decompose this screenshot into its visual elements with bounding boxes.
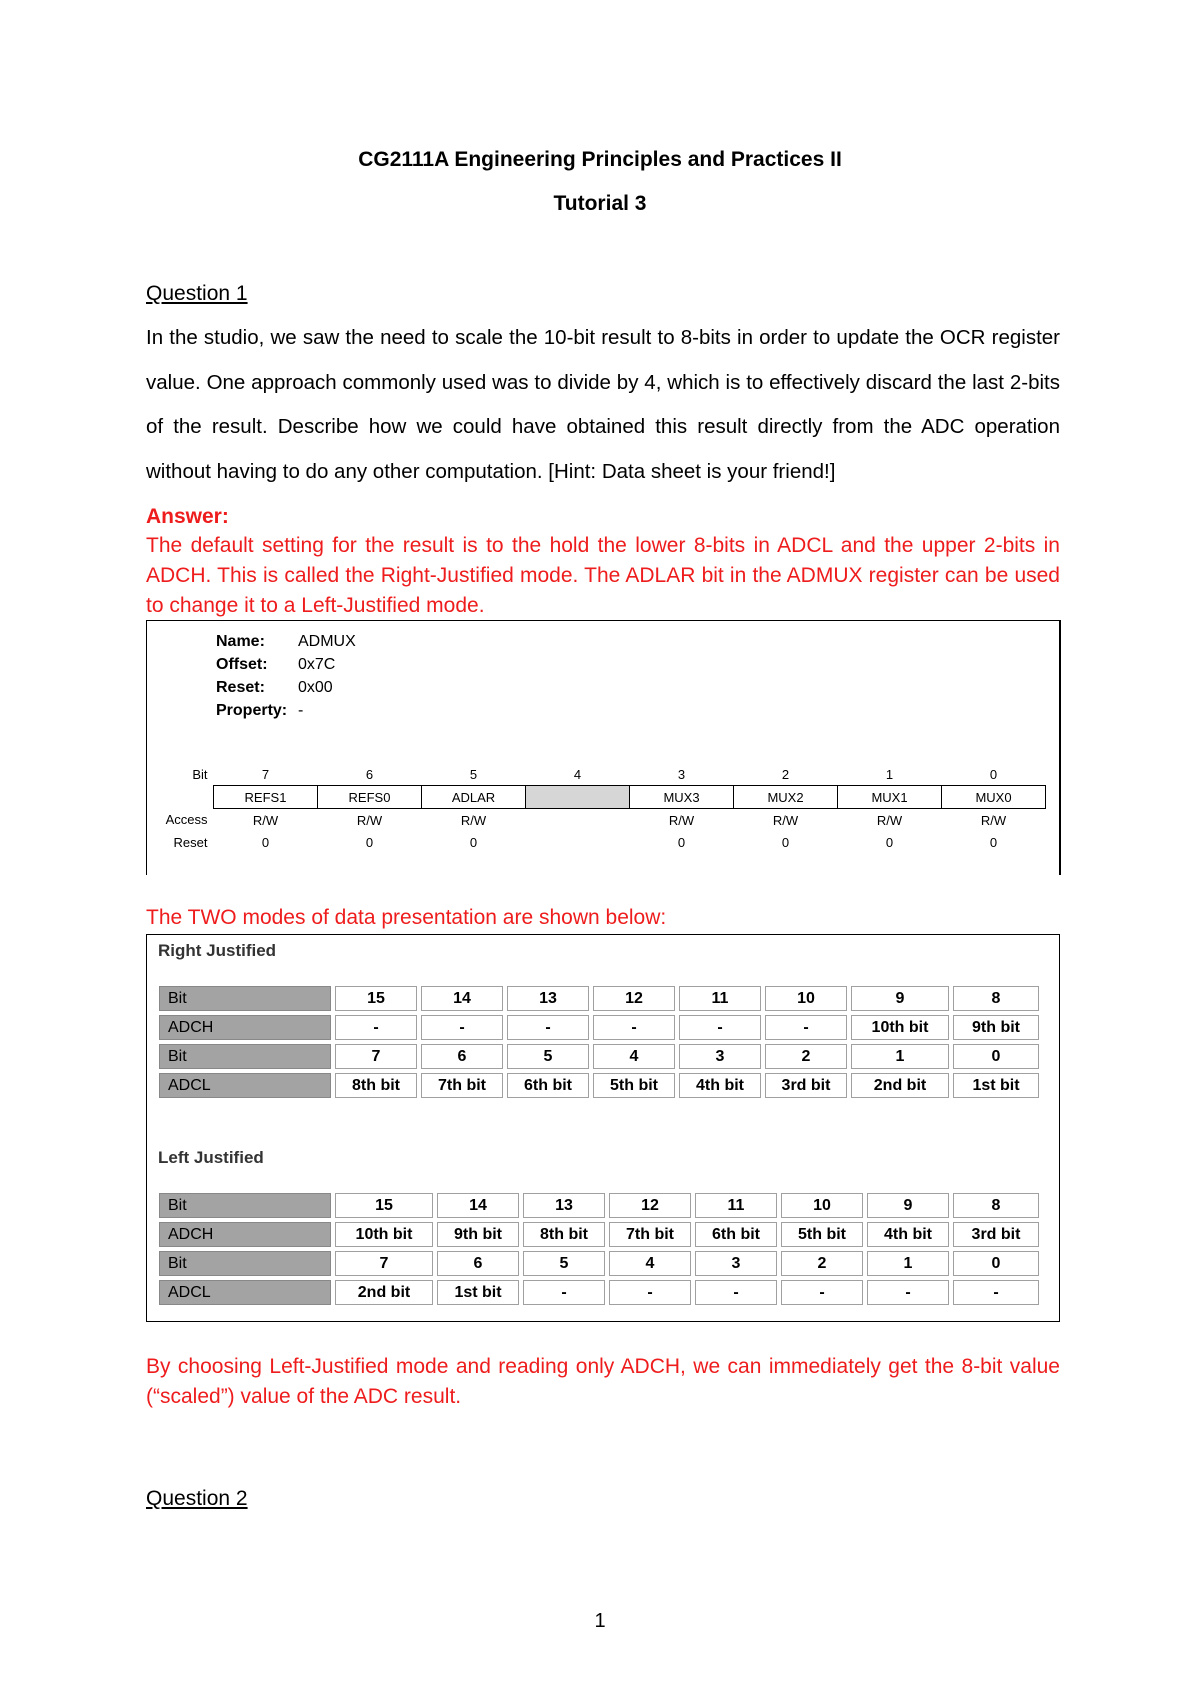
field-reserved xyxy=(526,786,630,809)
rj-adch-row xyxy=(159,1015,1039,1040)
table-cell: 7th bit xyxy=(421,1073,503,1098)
row-label: Bit xyxy=(159,1044,331,1069)
table-cell: 5th bit xyxy=(781,1222,863,1247)
table-cell: 4th bit xyxy=(679,1073,761,1098)
bit-number: 2 xyxy=(781,766,790,782)
answer-text: The default setting for the result is to the hold the lower 8-bits in ADCL and the upper 2-bits in ADCH. This is called the Right-Justified mode. The ADLAR bit in the ADMUX register can be used to change it to a Left-Justified mode. xyxy=(146,534,1060,617)
table-cell: 15 xyxy=(335,986,417,1011)
field-row xyxy=(157,786,1046,809)
access-value: R/W xyxy=(668,812,695,828)
table-cell: 4 xyxy=(593,1044,675,1069)
access-value xyxy=(526,809,630,832)
rj-bit-low-row xyxy=(159,1044,1039,1069)
access-row xyxy=(157,809,1046,832)
field-mux1: MUX1 xyxy=(838,786,942,809)
table-cell: 13 xyxy=(523,1193,605,1218)
table-cell: 6th bit xyxy=(507,1073,589,1098)
table-cell: - xyxy=(781,1280,863,1305)
table-cell: - xyxy=(593,1015,675,1040)
register-reset: 0x00 xyxy=(298,679,333,696)
table-cell: 3 xyxy=(679,1044,761,1069)
lj-bit-low-row xyxy=(159,1251,1039,1276)
table-cell: 0 xyxy=(953,1044,1039,1069)
right-justified-title: Right Justified xyxy=(158,941,277,960)
register-name: ADMUX xyxy=(298,633,356,650)
question-1-heading: Question 1 xyxy=(146,282,248,305)
document-subtitle: Tutorial 3 xyxy=(553,192,647,215)
table-cell: - xyxy=(421,1015,503,1040)
table-cell: - xyxy=(679,1015,761,1040)
table-cell: 12 xyxy=(609,1193,691,1218)
table-cell: 6 xyxy=(437,1251,519,1276)
table-cell: 3rd bit xyxy=(953,1222,1039,1247)
reset-row-label: Reset xyxy=(173,834,208,850)
property-label: Property: xyxy=(216,702,288,719)
lj-bit-high-row xyxy=(159,1193,1039,1218)
table-cell: 6th bit xyxy=(695,1222,777,1247)
admux-register-box xyxy=(146,620,1061,875)
page-number: 1 xyxy=(594,1610,606,1632)
rj-adcl-row xyxy=(159,1073,1039,1098)
reset-value xyxy=(526,831,630,853)
table-cell: - xyxy=(523,1280,605,1305)
table-cell: 5 xyxy=(507,1044,589,1069)
reset-label: Reset: xyxy=(216,679,265,696)
document-title: CG2111A Engineering Principles and Practices II xyxy=(358,148,842,171)
table-cell: 10 xyxy=(781,1193,863,1218)
table-cell: - xyxy=(507,1015,589,1040)
table-cell: - xyxy=(953,1280,1039,1305)
bit-number: 6 xyxy=(365,766,374,782)
table-cell: 7 xyxy=(335,1044,417,1069)
reset-value: 0 xyxy=(989,834,998,850)
table-cell: 15 xyxy=(335,1193,433,1218)
register-offset: 0x7C xyxy=(298,656,336,673)
field-row-label xyxy=(157,786,214,809)
table-cell: 9th bit xyxy=(953,1015,1039,1040)
bit-number: 3 xyxy=(677,766,686,782)
field-refs0: REFS0 xyxy=(318,786,422,809)
field-mux0: MUX0 xyxy=(942,786,1046,809)
reset-value: 0 xyxy=(261,834,270,850)
register-meta xyxy=(216,630,356,722)
table-cell: 5 xyxy=(523,1251,605,1276)
table-cell: 8th bit xyxy=(335,1073,417,1098)
table-cell: 8 xyxy=(953,1193,1039,1218)
row-label: ADCH xyxy=(159,1015,331,1040)
offset-label: Offset: xyxy=(216,656,268,673)
justification-box xyxy=(146,934,1060,1322)
field-adlar: ADLAR xyxy=(422,786,526,809)
table-cell: 3 xyxy=(695,1251,777,1276)
table-cell: 1st bit xyxy=(437,1280,519,1305)
table-cell: 11 xyxy=(679,986,761,1011)
table-cell: 8 xyxy=(953,986,1039,1011)
table-cell: - xyxy=(335,1015,417,1040)
table-cell: 5th bit xyxy=(593,1073,675,1098)
table-cell: 11 xyxy=(695,1193,777,1218)
table-cell: - xyxy=(695,1280,777,1305)
access-value: R/W xyxy=(252,812,279,828)
right-justified-table xyxy=(155,982,1043,1102)
lj-adcl-row xyxy=(159,1280,1039,1305)
reset-row xyxy=(157,831,1046,853)
table-cell: 1 xyxy=(867,1251,949,1276)
table-cell: 2 xyxy=(765,1044,847,1069)
reset-value: 0 xyxy=(469,834,478,850)
table-cell: 2 xyxy=(781,1251,863,1276)
table-cell: 2nd bit xyxy=(335,1280,433,1305)
left-justified-table xyxy=(155,1189,1043,1309)
table-cell: 1 xyxy=(851,1044,949,1069)
bit-number: 4 xyxy=(573,766,582,782)
question-2-heading: Question 2 xyxy=(146,1487,248,1510)
reset-value: 0 xyxy=(677,834,686,850)
conclusion-text: By choosing Left-Justified mode and reading only ADCH, we can immediately get the 8-bit value (“scaled”) value of the ADC result. xyxy=(146,1355,1060,1408)
name-label: Name: xyxy=(216,633,265,650)
table-cell: 0 xyxy=(953,1251,1039,1276)
register-property: - xyxy=(298,702,304,719)
reset-value: 0 xyxy=(781,834,790,850)
left-justified-title: Left Justified xyxy=(158,1148,264,1167)
table-cell: 10th bit xyxy=(851,1015,949,1040)
table-cell: 8th bit xyxy=(523,1222,605,1247)
table-cell: 4th bit xyxy=(867,1222,949,1247)
table-cell: 2nd bit xyxy=(851,1073,949,1098)
access-row-label: Access xyxy=(165,812,208,828)
access-value: R/W xyxy=(460,812,487,828)
reset-value: 0 xyxy=(365,834,374,850)
table-cell: 13 xyxy=(507,986,589,1011)
field-mux3: MUX3 xyxy=(630,786,734,809)
row-label: ADCL xyxy=(159,1280,331,1305)
modes-intro: The TWO modes of data presentation are shown below: xyxy=(146,906,667,929)
table-cell: 4 xyxy=(609,1251,691,1276)
table-cell: 3rd bit xyxy=(765,1073,847,1098)
rj-bit-high-row xyxy=(159,986,1039,1011)
table-cell: - xyxy=(765,1015,847,1040)
field-mux2: MUX2 xyxy=(734,786,838,809)
table-cell: 7 xyxy=(335,1251,433,1276)
table-cell: 9 xyxy=(867,1193,949,1218)
row-label: ADCL xyxy=(159,1073,331,1098)
row-label: Bit xyxy=(159,1251,331,1276)
row-label: ADCH xyxy=(159,1222,331,1247)
table-cell: 10th bit xyxy=(335,1222,433,1247)
bit-number: 1 xyxy=(885,766,894,782)
access-value: R/W xyxy=(356,812,383,828)
access-value: R/W xyxy=(772,812,799,828)
table-cell: 10 xyxy=(765,986,847,1011)
table-cell: 9th bit xyxy=(437,1222,519,1247)
table-cell: 7th bit xyxy=(609,1222,691,1247)
table-cell: 14 xyxy=(437,1193,519,1218)
table-cell: 9 xyxy=(851,986,949,1011)
table-cell: 6 xyxy=(421,1044,503,1069)
field-refs1: REFS1 xyxy=(214,786,318,809)
question-1-text: In the studio, we saw the need to scale the 10-bit result to 8-bits in order to update the OCR register value. One approach commonly used was to divide by 4, which is to effectively discard the last 2-bits of the result. Describe how we could have obtained this result directly from the ADC operation without having to do any other computation. [Hint: Data sheet is your friend!] xyxy=(146,326,1060,483)
admux-bit-table xyxy=(157,763,1046,853)
bit-row-label: Bit xyxy=(192,766,208,782)
bit-number: 5 xyxy=(469,766,478,782)
table-cell: 1st bit xyxy=(953,1073,1039,1098)
table-cell: 14 xyxy=(421,986,503,1011)
access-value: R/W xyxy=(980,812,1007,828)
lj-adch-row xyxy=(159,1222,1039,1247)
table-cell: - xyxy=(867,1280,949,1305)
row-label: Bit xyxy=(159,986,331,1011)
row-label: Bit xyxy=(159,1193,331,1218)
table-cell: 12 xyxy=(593,986,675,1011)
bit-number: 0 xyxy=(989,766,998,782)
bit-number: 7 xyxy=(261,766,270,782)
table-cell: - xyxy=(609,1280,691,1305)
bit-row xyxy=(157,763,1046,786)
reset-value: 0 xyxy=(885,834,894,850)
access-value: R/W xyxy=(876,812,903,828)
answer-label: Answer: xyxy=(146,505,229,528)
